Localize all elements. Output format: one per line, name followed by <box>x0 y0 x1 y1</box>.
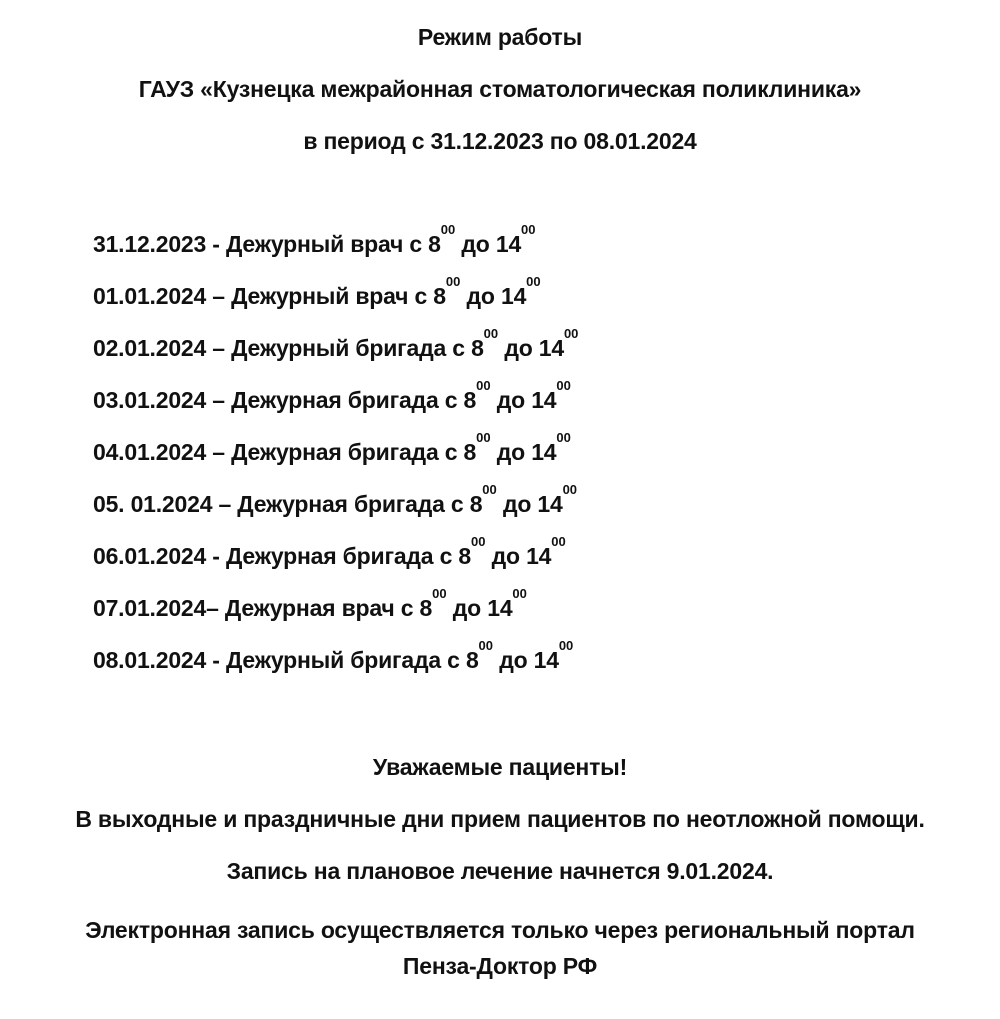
time-from-superscript: 00 <box>483 326 499 342</box>
schedule-list <box>0 222 1000 673</box>
schedule-row <box>93 222 1000 257</box>
time-from-superscript: 00 <box>470 534 486 550</box>
schedule-row-text: 07.01.2024– Дежурная врач с 8 <box>93 595 433 621</box>
document-header <box>0 0 1000 153</box>
notice-section <box>0 756 1000 984</box>
time-to-superscript: 00 <box>551 534 566 550</box>
notice-greeting: Уважаемые пациенты! <box>372 754 628 780</box>
schedule-row <box>93 274 1000 309</box>
schedule-row-text: до 14 <box>490 439 557 465</box>
notice-booking-info: Запись на плановое лечение начнется 9.01.2024. <box>226 858 774 884</box>
schedule-row-text: 01.01.2024 – Дежурный врач с 8 <box>93 283 446 309</box>
schedule-row-text: до 14 <box>493 647 559 673</box>
time-to-superscript: 00 <box>556 430 571 446</box>
schedule-row-text: до 14 <box>496 491 563 517</box>
schedule-row-text: 02.01.2024 – Дежурный бригада с 8 <box>93 335 484 361</box>
schedule-row <box>93 378 1000 413</box>
schedule-row-text: 04.01.2024 – Дежурная бригада с 8 <box>93 439 477 465</box>
schedule-row <box>93 638 1000 673</box>
schedule-row-text: до 14 <box>498 335 564 361</box>
schedule-row <box>93 326 1000 361</box>
notice-eregistration <box>0 912 1000 984</box>
time-from-superscript: 00 <box>482 482 497 498</box>
notice-eregistration-line2: Пенза-Доктор РФ <box>402 953 598 979</box>
time-from-superscript: 00 <box>445 274 461 290</box>
schedule-row-text: 03.01.2024 – Дежурная бригада с 8 <box>93 387 477 413</box>
time-to-superscript: 00 <box>563 326 579 342</box>
time-to-superscript: 00 <box>526 274 541 290</box>
time-to-superscript: 00 <box>558 638 574 654</box>
schedule-row <box>93 430 1000 465</box>
time-from-superscript: 00 <box>478 638 494 654</box>
time-to-superscript: 00 <box>521 222 536 238</box>
schedule-row <box>93 586 1000 621</box>
schedule-row-text: до 14 <box>485 543 552 569</box>
time-to-superscript: 00 <box>562 482 578 498</box>
time-to-superscript: 00 <box>512 586 527 602</box>
schedule-row-text: 05. 01.2024 – Дежурная бригада с 8 <box>93 491 483 517</box>
schedule-row <box>93 482 1000 517</box>
time-from-superscript: 00 <box>476 430 491 446</box>
time-from-superscript: 00 <box>440 222 456 238</box>
doc-organization: ГАУЗ «Кузнецка межрайонная стоматологическая поликлиника» <box>138 76 862 102</box>
time-to-superscript: 00 <box>556 378 571 394</box>
doc-title: Режим работы <box>417 24 583 50</box>
schedule-row-text: 31.12.2023 - Дежурный врач с 8 <box>93 231 441 257</box>
time-from-superscript: 00 <box>432 586 447 602</box>
time-from-superscript: 00 <box>476 378 491 394</box>
schedule-row-text: до 14 <box>455 231 522 257</box>
schedule-row-text: 06.01.2024 - Дежурная бригада с 8 <box>93 543 471 569</box>
notice-weekend-info: В выходные и праздничные дни прием пациентов по неотложной помощи. <box>75 806 925 832</box>
schedule-row-text: 08.01.2024 - Дежурный бригада с 8 <box>93 647 479 673</box>
schedule-row-text: до 14 <box>460 283 527 309</box>
schedule-row-text: до 14 <box>490 387 557 413</box>
schedule-row-text: до 14 <box>446 595 513 621</box>
doc-period: в период с 31.12.2023 по 08.01.2024 <box>303 128 697 154</box>
notice-eregistration-line1: Электронная запись осуществляется только через региональный портал <box>85 917 915 943</box>
schedule-row <box>93 534 1000 569</box>
